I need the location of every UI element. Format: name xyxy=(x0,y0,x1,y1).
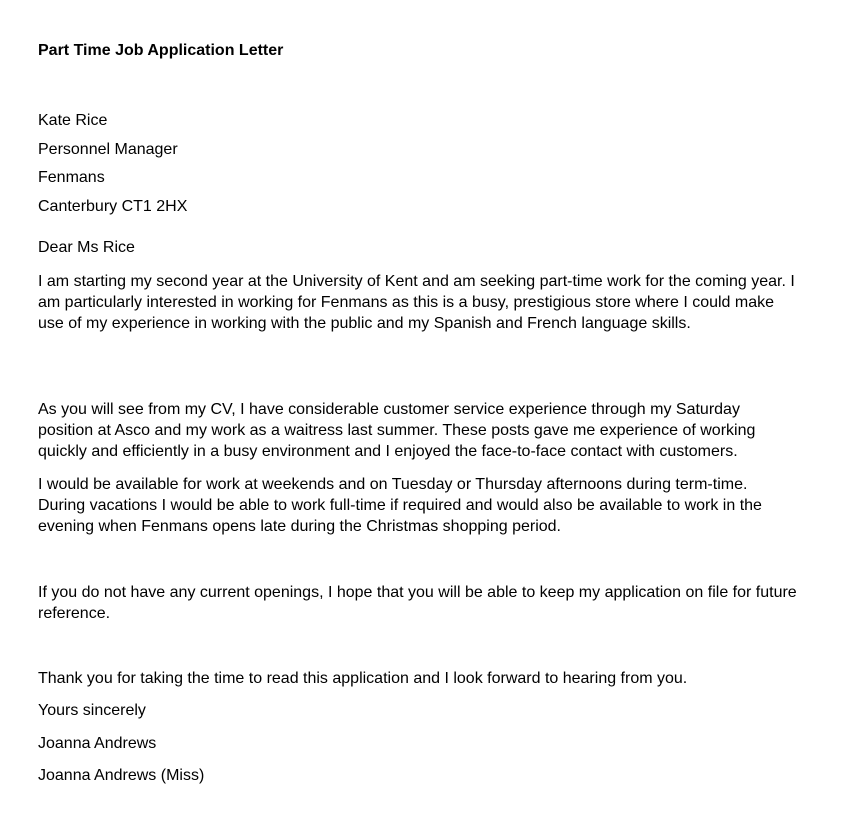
paragraph-intro: I am starting my second year at the University of Kent and am seeking part-time work for the coming year. I am particularly interested in working for Fenmans as this is a busy, prestigious store where I could make use of my experience in working with the public and my Spanish and French language skills. xyxy=(38,273,795,332)
recipient-name: Kate Rice xyxy=(38,112,108,129)
recipient-city: Canterbury CT1 2HX xyxy=(38,198,188,215)
signature-full-name: Joanna Andrews (Miss) xyxy=(38,767,205,784)
signature: Joanna Andrews xyxy=(38,735,157,752)
closing: Yours sincerely xyxy=(38,702,146,719)
paragraph-experience: As you will see from my CV, I have considerable customer service experience through my Saturday position at Asco and my work as a waitress last summer. These posts gave me experience of working quickly and efficiently in a busy environment and I enjoyed the face-to-face contact with customers. xyxy=(38,401,756,460)
paragraph-availability: I would be available for work at weekends and on Tuesday or Thursday afternoons during term-time. During vacations I would be able to work full-time if required and would also be available to work in the evening when Fenmans opens late during the Christmas shopping period. xyxy=(38,476,762,535)
paragraph-thanks: Thank you for taking the time to read this application and I look forward to hearing from you. xyxy=(38,670,688,687)
recipient-company: Fenmans xyxy=(38,169,105,186)
letter-title: Part Time Job Application Letter xyxy=(38,42,284,59)
salutation: Dear Ms Rice xyxy=(38,239,135,256)
paragraph-openings: If you do not have any current openings, I hope that you will be able to keep my application on file for future reference. xyxy=(38,584,797,622)
recipient-position: Personnel Manager xyxy=(38,141,178,158)
